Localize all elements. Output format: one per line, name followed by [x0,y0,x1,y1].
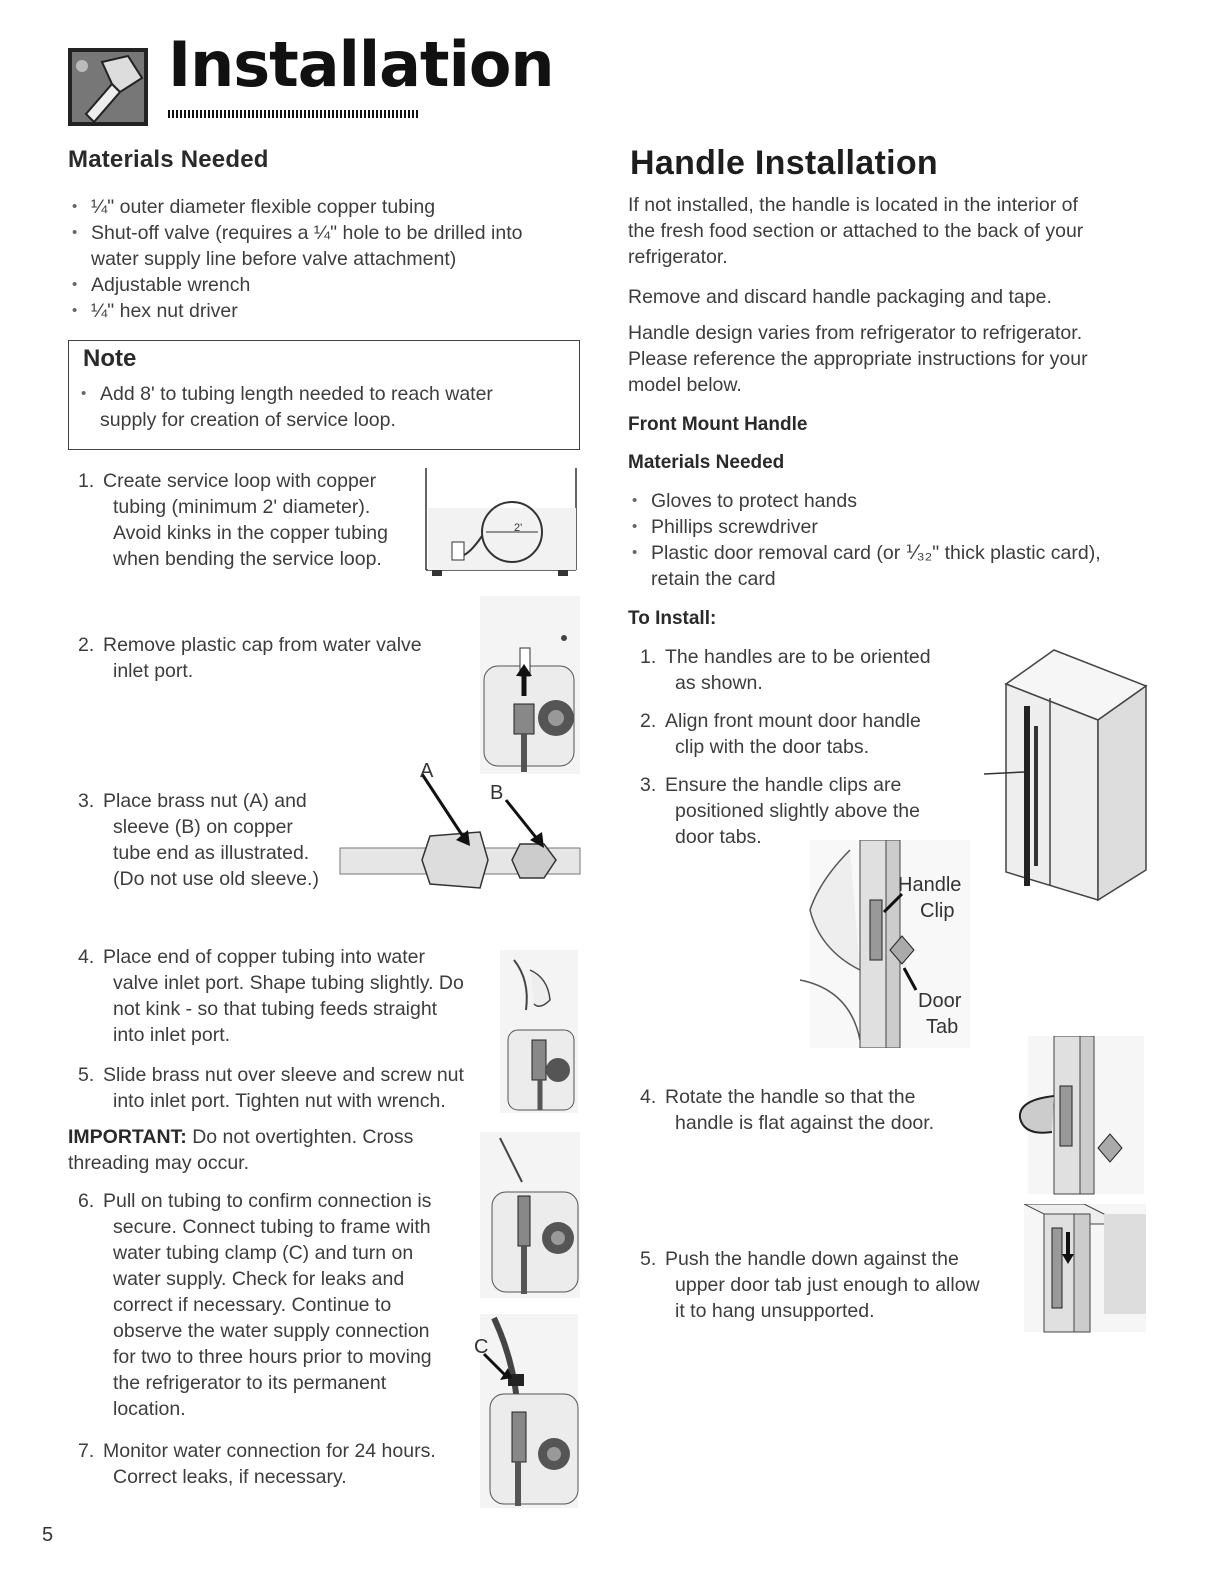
step-1: 1. Create service loop with copper tubing (minimum 2' diameter). Avoid kinks in the copper tubing when bending the service loop. [78,470,388,570]
loop-diameter-label: 2' [514,522,523,534]
handle-installation-heading: Handle Installation [630,144,938,182]
label-a: A [420,760,434,782]
push-handle-down-figure [1024,1204,1148,1339]
step-2: 2. Remove plastic cap from water valve inlet port. [78,634,422,682]
installation-logo-icon [68,44,150,128]
step-6: 6. Pull on tubing to confirm connection is secure. Connect tubing to frame with water tubing clamp (C) and turn on water supply. Check for leaks and correct if necessary. Continue to observe the water supply connection for two to three hours prior to moving the refrigerator to its permanent location. [78,1190,432,1420]
handle-step-4: 4. Rotate the handle so that the handle is flat against the door. [640,1086,935,1134]
note-list [77,381,579,433]
service-loop-figure [422,468,582,588]
list-item: • Gloves to protect hands [628,488,1168,514]
list-item: • Phillips screwdriver [628,514,1168,540]
clip-label: Clip [920,900,955,922]
step-3: 3. Place brass nut (A) and sleeve (B) on copper tube end as illustrated. (Do not use old sleeve.) [78,790,319,890]
tab-label: Tab [926,1016,959,1038]
packaging-paragraph: Remove and discard handle packaging and tape. [628,286,1052,308]
handle-step-1: 1. The handles are to be oriented as shown. [640,646,931,694]
label-c: C [474,1336,489,1358]
label-b: B [490,782,504,804]
important-label: IMPORTANT: [68,1126,187,1148]
valve-inlet-figure [480,596,582,781]
step-7: 7. Monitor water connection for 24 hours. Correct leaks, if necessary. [78,1440,436,1488]
handle-step-3: 3. Ensure the handle clips are positioned slightly above the door tabs. [640,774,920,848]
list-item: • Add 8' to tubing length needed to reach water supply for creation of service loop. [77,381,579,433]
list-item: • ¼" outer diameter flexible copper tubing [68,194,588,220]
connection-figure [480,1132,582,1305]
clamp-figure [470,1314,580,1515]
refrigerator-handle-figure [984,646,1150,915]
note-title: Note [83,345,137,372]
handle-materials-list [628,488,1168,592]
materials-needed-heading: Materials Needed [68,146,269,173]
note-box [68,340,580,450]
intro-paragraph: If not installed, the handle is located in the interior of the fresh food section or attached to the back of your refrigerator. [628,194,1084,268]
important-notice: IMPORTANT: Do not overtighten. Cross threading may occur. [68,1126,414,1174]
materials-list [68,194,588,324]
to-install-heading: To Install: [628,608,717,629]
front-mount-heading: Front Mount Handle [628,414,808,435]
title-underline [168,110,418,118]
tube-insertion-figure [500,950,580,1120]
page-title: Installation [168,28,554,101]
door-label: Door [918,990,962,1012]
list-item: • Plastic door removal card (or ⅟₃₂" thick plastic card), retain the card [628,540,1168,592]
list-item: • Shut-off valve (requires a ¼" hole to be drilled into water supply line before valve attachment) [68,220,588,272]
list-item: • ¼" hex nut driver [68,298,588,324]
handle-label: Handle [898,874,962,896]
right-materials-heading: Materials Needed [628,452,785,473]
handle-step-5: 5. Push the handle down against the upper door tab just enough to allow it to hang unsupported. [640,1248,980,1322]
rotate-handle-figure [1014,1036,1144,1201]
handle-step-2: 2. Align front mount door handle clip with the door tabs. [640,710,921,758]
step-5: 5. Slide brass nut over sleeve and screw nut into inlet port. Tighten nut with wrench. [78,1064,464,1112]
step-4: 4. Place end of copper tubing into water valve inlet port. Shape tubing slightly. Do not kink - so that tubing feeds straight into inlet port. [78,946,464,1046]
page-number: 5 [42,1524,54,1546]
list-item: • Adjustable wrench [68,272,588,298]
design-paragraph: Handle design varies from refrigerator to refrigerator. Please reference the appropriate instructions for your model below. [628,322,1088,396]
brass-nut-sleeve-figure [330,760,590,915]
handle-clip-figure [790,840,970,1053]
